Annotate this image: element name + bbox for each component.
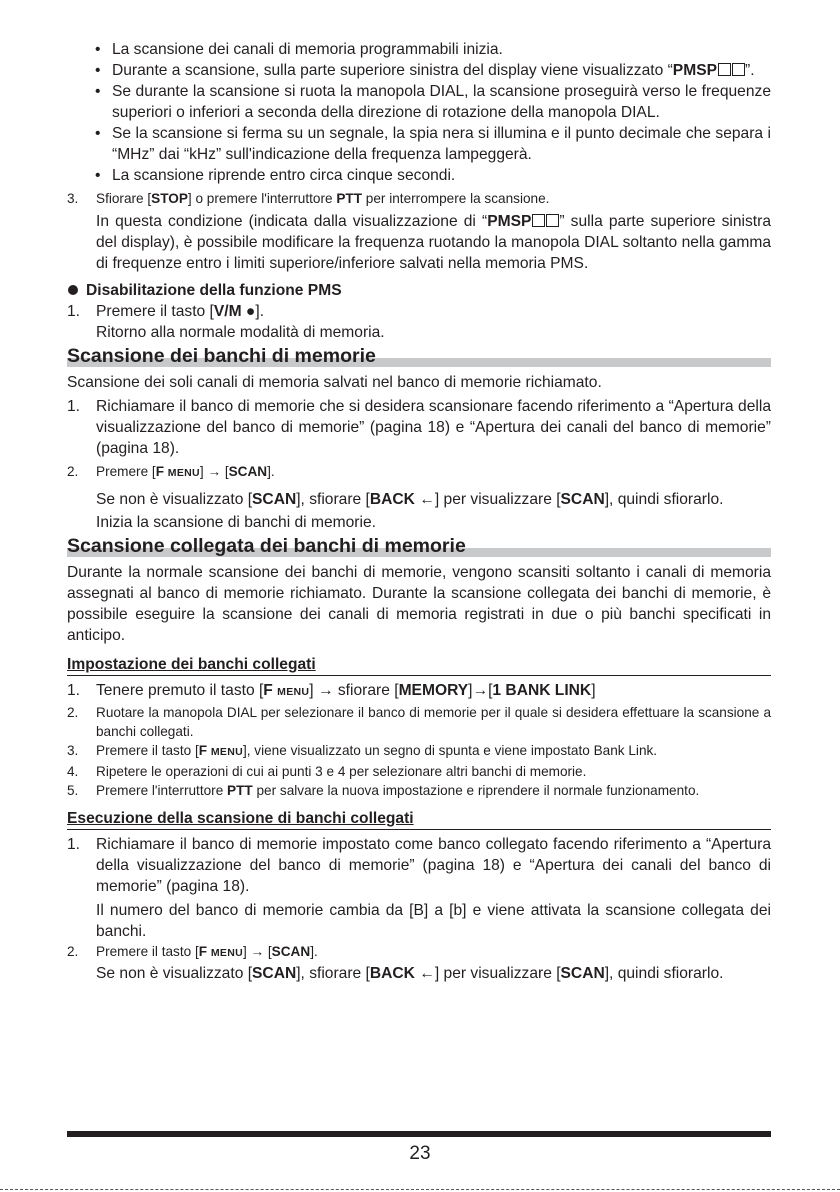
exec-step-1: 1. Richiamare il banco di memorie impostato come banco collegato facendo riferimento a “Apertura della visualizzazione del banco di memorie” (pagina 18) e “Apertura dei canali del banco di memorie” (pagina 18). <box>67 836 771 895</box>
step-1: 1. Richiamare il banco di memorie che si desidera scansionare facendo riferimento a “Apertura della visualizzazione del banco di memorie” (pagina 18) e “Apertura dei canali del banco di memorie” (pagina 18). <box>67 398 771 457</box>
page-number: 23 <box>409 1143 431 1164</box>
bullet-dot-icon <box>68 285 78 295</box>
disable-pms-heading: Disabilitazione della funzione PMS <box>67 280 771 301</box>
exec-step-2-note: Se non è visualizzato [SCAN], sfiorare [BACK ←] per visualizzare [SCAN], quindi sfiorarlo. <box>96 965 724 982</box>
link-step-2: 2. Ruotare la manopola DIAL per selezionare il banco di memorie per il quale si desidera effettuare la scansione a banchi collegati. <box>67 705 771 739</box>
step-2: 2. Premere [F MENU] → [SCAN]. <box>67 464 275 479</box>
bullet-item: • La scansione dei canali di memoria programmabili inizia. <box>67 39 771 60</box>
blank-square-icon <box>546 214 559 227</box>
section-title: Scansione dei banchi di memorie <box>67 345 771 368</box>
step-3: 3. Sfiorare [STOP] o premere l'interruttore PTT per interrompere la scansione. <box>67 191 550 206</box>
link-step-5: 5. Premere l'interruttore PTT per salvare la nuova impostazione e riprendere il normale funzionamento. <box>67 783 700 798</box>
footer-rule <box>67 1131 771 1137</box>
link-step-3: 3. Premere il tasto [F MENU], viene visualizzato un segno di spunta e viene impostato Bank Link. <box>67 743 658 758</box>
bullet-item: • La scansione riprende entro circa cinque secondi. <box>67 165 771 186</box>
manual-page <box>67 39 771 984</box>
section-intro: Durante la normale scansione dei banchi di memorie, vengono scansiti soltanto i canali di memoria assegnati al banco di memorie richiamato. Durante la scansione collegata dei banchi di memorie, è possibile eseguire la scansione dei canali di memoria registrati in due o più banchi specificati in anticipo. <box>67 564 771 644</box>
blank-square-icon <box>532 214 545 227</box>
exec-step-2: 2. Premere il tasto [F MENU] → [SCAN]. <box>67 944 318 959</box>
step-3-note: In questa condizione (indicata dalla visualizzazione di “PMSP ” sulla parte superiore sinistra del display), è possibile modificare la frequenza ruotando la manopola DIAL soltanto nella gamma di frequenze entro i limiti superiore/inferiore salvati nella memoria PMS. <box>96 213 771 272</box>
bullet-item-pmsp: • Durante a scansione, sulla parte superiore sinistra del display viene visualizzato “PMSP ”. <box>67 60 771 81</box>
disable-step-1-note: Ritorno alla normale modalità di memoria. <box>96 324 385 341</box>
step-2-note: Se non è visualizzato [SCAN], sfiorare [BACK ←] per visualizzare [SCAN], quindi sfiorarlo. <box>96 491 724 508</box>
bullet-item: • Se la scansione si ferma su un segnale, la spia nera si illumina e il punto decimale che separa i “MHz” dai “kHz” sull'indicazione della frequenza lampeggerà. <box>67 123 771 165</box>
section-intro: Scansione dei soli canali di memoria salvati nel banco di memorie richiamato. <box>67 374 602 391</box>
step-2-result: Inizia la scansione di banchi di memorie. <box>96 514 376 531</box>
link-step-4: 4. Ripetere le operazioni di cui ai punti 3 e 4 per selezionare altri banchi di memorie. <box>67 764 587 779</box>
bullet-item: • Se durante la scansione si ruota la manopola DIAL, la scansione proseguirà verso le frequenze superiori o inferiori a seconda della direzione di rotazione della manopola DIAL. <box>67 81 771 123</box>
dot-glyph: ● <box>241 303 256 320</box>
page-edge-dashes <box>0 1189 840 1191</box>
disable-step-1: 1. Premere il tasto [V/M ●]. <box>67 303 265 320</box>
section-title: Scansione collegata dei banchi di memorie <box>67 535 771 558</box>
exec-step-1-note: Il numero del banco di memorie cambia da [B] a [b] e viene attivata la scansione collegata dei banchi. <box>96 902 771 940</box>
blank-square-icon <box>732 63 745 76</box>
subsection-title: Esecuzione della scansione di banchi collegati <box>67 808 771 830</box>
subsection-title: Impostazione dei banchi collegati <box>67 654 771 676</box>
link-step-1: 1. Tenere premuto il tasto [F MENU] → sfiorare [MEMORY]→[1 BANK LINK] <box>67 682 596 699</box>
blank-square-icon <box>718 63 731 76</box>
